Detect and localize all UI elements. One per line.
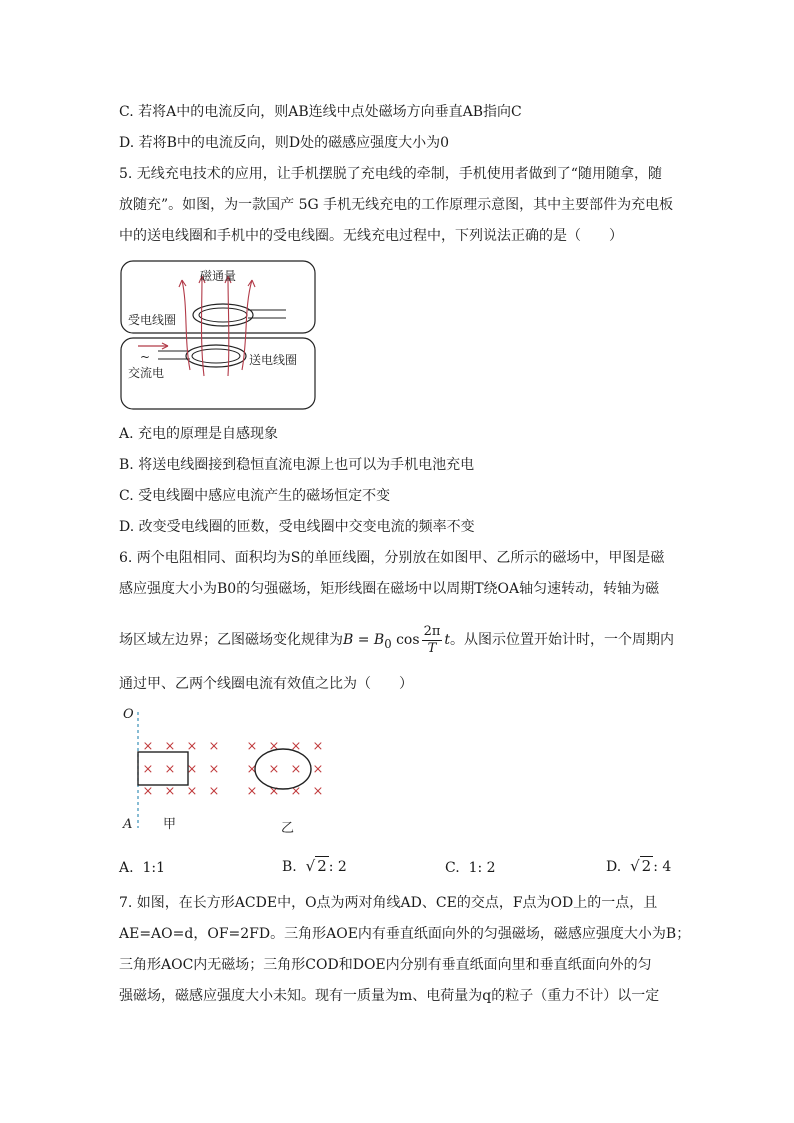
field-cross: × (186, 762, 198, 777)
q5-stem-line-1: 5. 无线充电技术的应用，让手机摆脱了充电线的牵制，手机使用者做到了“随用随拿，随 (119, 166, 662, 182)
magnetic-field-diagram (118, 700, 338, 840)
q7-stem-line-2: AE=AO=d，OF=2FD。三角形AOE内有垂直纸面向外的匀强磁场，磁感应强度大小为B； (119, 926, 691, 942)
field-cross: × (246, 739, 258, 754)
field-cross: × (268, 739, 280, 754)
field-cross: × (290, 739, 302, 754)
field-cross: × (246, 762, 258, 777)
q5-option-d: D. 改变受电线圈的匝数，受电线圈中交变电流的频率不变 (119, 519, 475, 535)
ac-label: 交流电 (128, 366, 165, 380)
field-cross: × (186, 739, 198, 754)
receive-coil-label: 受电线圈 (128, 313, 177, 327)
field-cross: × (290, 762, 302, 777)
q5-option-c: C. 受电线圈中感应电流产生的磁场恒定不变 (119, 488, 391, 504)
field-yi-crosses (247, 739, 324, 799)
q6-option-d: D. √ 2 : 4 (606, 857, 672, 875)
field-cross: × (142, 762, 154, 777)
field-cross: × (208, 739, 220, 754)
field-cross: × (312, 762, 324, 777)
field-cross: × (164, 784, 176, 799)
label-o: O (123, 707, 134, 722)
field-jia-crosses (143, 739, 220, 799)
field-cross: × (142, 739, 154, 754)
q6-stem-line-2: 感应强度大小为B0的匀强磁场，矩形线圈在磁场中以周期T绕OA轴匀速转动，转轴为磁 (119, 581, 660, 597)
q6-option-b: B. √ 2 : 2 (282, 857, 347, 875)
label-a: A (123, 817, 133, 832)
option-d-prev: D. 若将B中的电流反向，则D处的磁感应强度大小为0 (119, 135, 450, 151)
field-cross: × (312, 784, 324, 799)
ac-tilde: ~ (140, 350, 151, 364)
ellipse-coil (255, 749, 311, 789)
q6-stem-line-3: 场区域左边界；乙图磁场变化规律为$B = B_0$ cos $\frac{2\pi}{T}$ t。从图示位置开始计时，一个周期内 (119, 623, 675, 656)
q6-option-a: A. 1:1 (119, 860, 165, 876)
q6-stem-line-1: 6. 两个电阻相同、面积均为S的单匝线圈，分别放在如图甲、乙所示的磁场中，甲图是磁 (119, 550, 665, 566)
flux-label: 磁通量 (200, 269, 237, 283)
label-jia: 甲 (163, 817, 177, 832)
q5-option-a: A. 充电的原理是自感现象 (119, 426, 279, 442)
q6-option-c: C. 1: 2 (445, 860, 496, 876)
q5-stem-line-3: 中的送电线圈和手机中的受电线圈。无线充电过程中，下列说法正确的是（ ） (119, 228, 623, 244)
formula: $B = B_0$ cos $\frac{2\pi}{T}$ t (343, 623, 451, 656)
field-cross: × (246, 784, 258, 799)
label-yi: 乙 (281, 821, 295, 836)
q6-stem-line-4: 通过甲、乙两个线圈电流有效值之比为（ ） (119, 676, 413, 692)
field-cross: × (186, 784, 198, 799)
option-c-prev: C. 若将A中的电流反向，则AB连线中点处磁场方向垂直AB指向C (119, 104, 522, 120)
q5-stem-line-2: 放随充”。如图，为一款国产 5G 手机无线充电的工作原理示意图，其中主要部件为充电板 (119, 197, 674, 213)
q5-option-b: B. 将送电线圈接到稳恒直流电源上也可以为手机电池充电 (119, 457, 475, 473)
field-cross: × (164, 762, 176, 777)
field-cross: × (164, 739, 176, 754)
q7-stem-line-3: 三角形AOC内无磁场；三角形COD和DOE内分别有垂直纸面向里和垂直纸面向外的匀 (119, 957, 652, 973)
field-cross: × (208, 762, 220, 777)
q7-stem-line-4: 强磁场，磁感应强度大小未知。现有一质量为m、电荷量为q的粒子（重力不计）以一定 (119, 988, 660, 1004)
field-cross: × (142, 784, 154, 799)
field-cross: × (312, 739, 324, 754)
send-coil (186, 345, 246, 367)
wireless-charging-diagram (118, 258, 320, 412)
field-cross: × (290, 784, 302, 799)
send-coil-label: 送电线圈 (249, 353, 298, 367)
q7-stem-line-1: 7. 如图，在长方形ACDE中，O点为两对角线AD、CE的交点，F点为OD上的一点，且 (119, 895, 658, 911)
field-cross: × (268, 784, 280, 799)
field-cross: × (208, 784, 220, 799)
field-cross: × (268, 762, 280, 777)
